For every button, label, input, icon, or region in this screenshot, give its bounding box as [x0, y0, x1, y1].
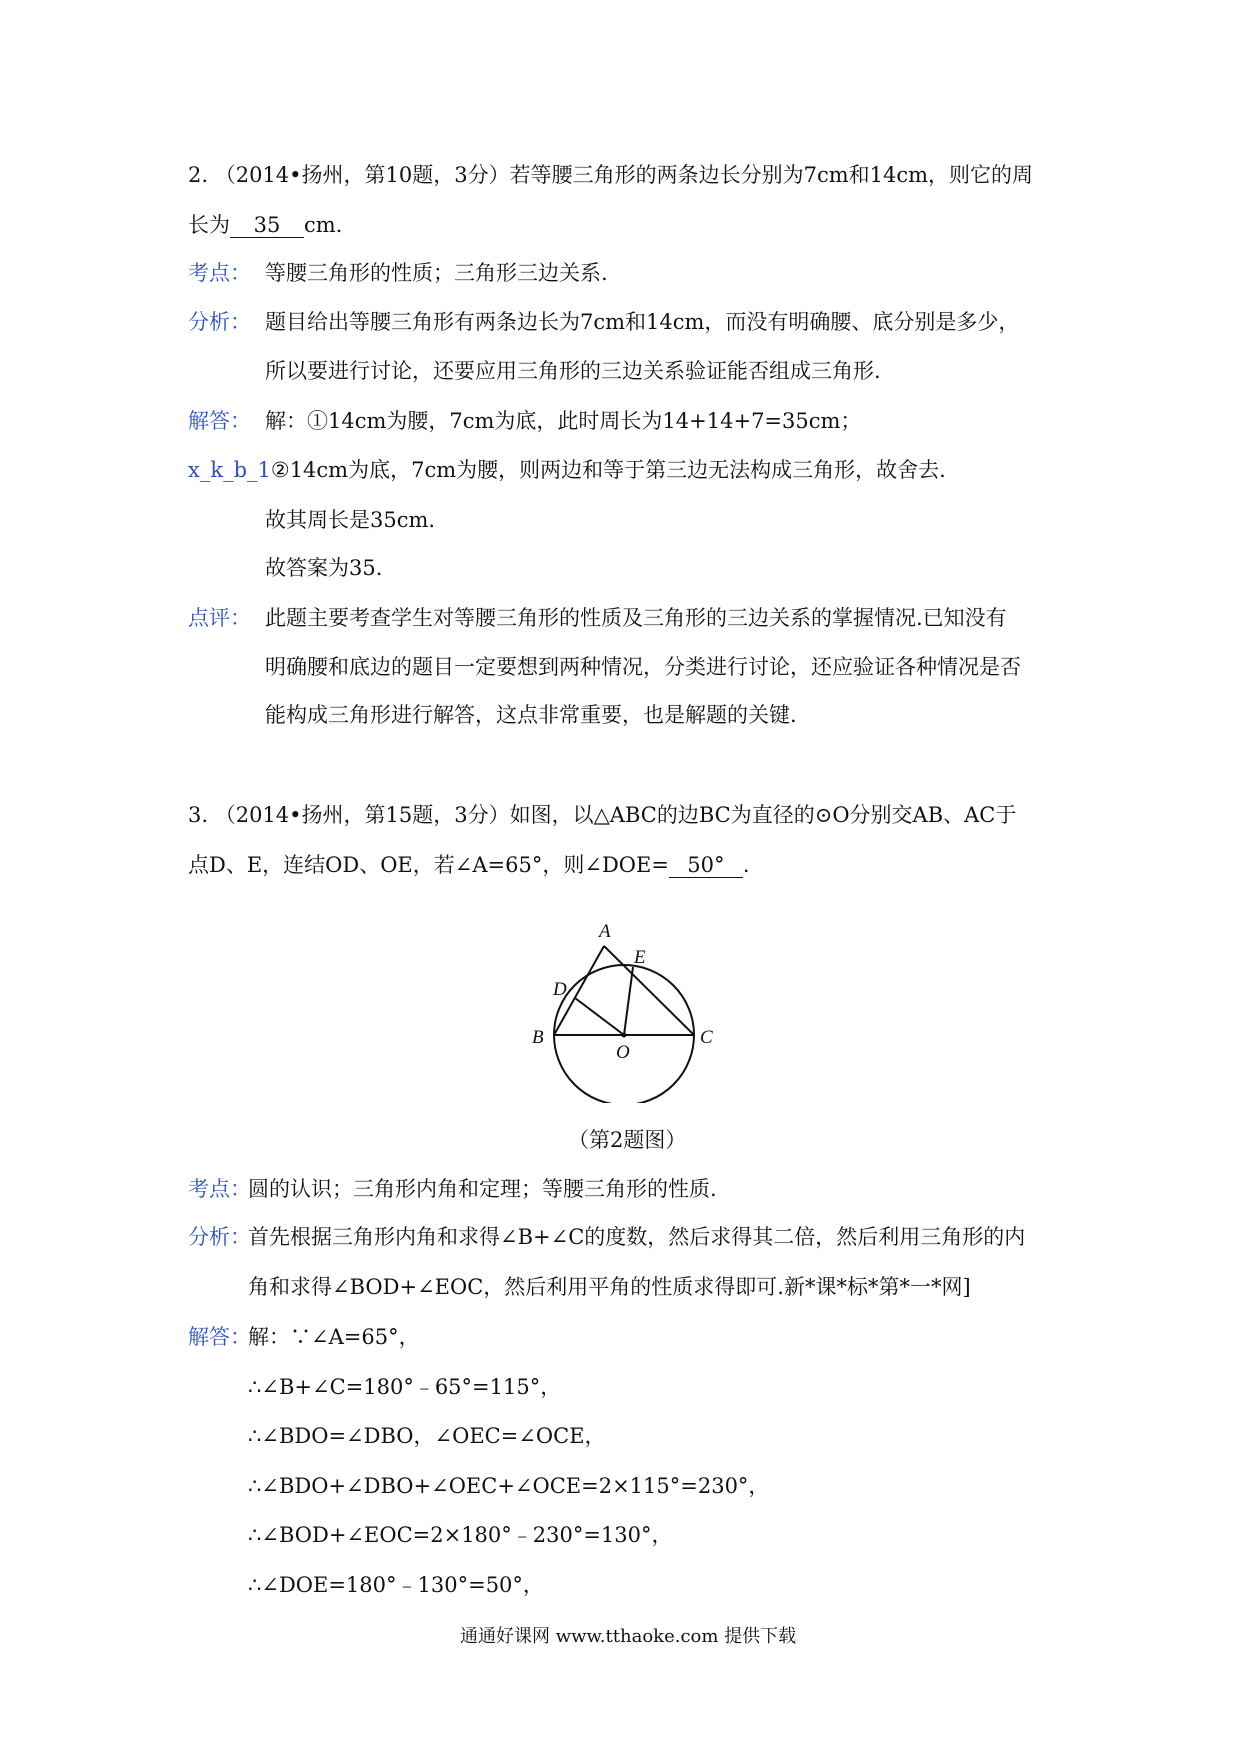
q3-fenxi-line2: 角和求得∠BOD+∠EOC，然后利用平角的性质求得即可.新*课*标*第*一*网] [248, 1275, 971, 1299]
q2-jieda-line4: 故答案为35. [265, 556, 383, 580]
q2-fenxi-line2: 所以要进行讨论，还要应用三角形的三边关系验证能否组成三角形. [265, 359, 881, 383]
q2-dianping-line2: 明确腰和底边的题目一定要想到两种情况，分类进行讨论，还应验证各种情况是否 [265, 655, 1021, 679]
label-o: O [616, 1042, 630, 1063]
q2-fenxi-label: 分析： [188, 310, 251, 334]
q2-dianping-line1: 此题主要考查学生对等腰三角形的性质及三角形的三边关系的掌握情况.已知没有 [265, 606, 1007, 630]
q3-jieda-line3: ∴∠BDO=∠DBO，∠OEC=∠OCE， [248, 1424, 606, 1448]
q2-stem-line2 [188, 210, 342, 240]
q2-fenxi-line1: 题目给出等腰三角形有两条边长为7cm和14cm，而没有明确腰、底分别是多少， [265, 310, 1020, 334]
q3-kaodian: 圆的认识；三角形内角和定理；等腰三角形的性质. [248, 1177, 717, 1201]
q3-stem-suffix: . [742, 853, 750, 877]
q3-jieda-line4: ∴∠BDO+∠DBO+∠OEC+∠OCE=2×115°=230°， [248, 1474, 770, 1498]
q2-dianping-line3: 能构成三角形进行解答，这点非常重要，也是解题的关键. [265, 703, 797, 727]
label-e: E [634, 947, 646, 968]
q2-jieda-line3: 故其周长是35cm. [265, 508, 436, 532]
q2-answer-blank: 35 [230, 213, 304, 238]
q2-jieda-label: 解答： [188, 409, 251, 433]
center-point [622, 1033, 627, 1038]
q2-stem-prefix: 长为 [188, 213, 230, 237]
segment-ac [604, 946, 694, 1035]
q3-jieda-line5: ∴∠BOD+∠EOC=2×180°﹣230°=130°， [248, 1523, 673, 1547]
q2-stem-suffix: cm. [304, 213, 343, 237]
q3-jieda-label: 解答： [188, 1325, 251, 1349]
q3-stem-prefix: 点D、E，连结OD、OE，若∠A=65°，则∠DOE= [188, 853, 669, 877]
watermark-link[interactable]: x_k_b_1 [188, 458, 271, 482]
q2-kaodian-label: 考点： [188, 261, 251, 285]
label-a: A [599, 921, 611, 942]
q2-jieda-line1: 解：①14cm为腰，7cm为底，此时周长为14+14+7=35cm； [265, 409, 862, 433]
figure-caption: （第2题图） [568, 1128, 687, 1152]
q3-stem-line2 [188, 850, 750, 880]
label-b: B [532, 1027, 544, 1048]
q3-fenxi-line1: 首先根据三角形内角和求得∠B+∠C的度数，然后求得其二倍，然后利用三角形的内 [248, 1225, 1026, 1249]
q2-dianping-label: 点评： [188, 606, 251, 630]
segment-oe [624, 967, 633, 1035]
q2-jieda-line2: ②14cm为底，7cm为腰，则两边和等于第三边无法构成三角形，故舍去. [270, 458, 946, 482]
q3-stem-line1: 3. （2014•扬州，第15题，3分）如图，以△ABC的边BC为直径的⊙O分别交AB、AC于 [188, 803, 1017, 827]
page-footer: 通通好课网 www.tthaoke.com 提供下载 [460, 1626, 797, 1647]
q3-answer-blank: 50° [669, 853, 743, 878]
label-c: C [700, 1027, 713, 1048]
q3-kaodian-label: 考点： [188, 1177, 251, 1201]
geometry-figure [520, 888, 730, 1103]
q3-jieda-line1: 解：∵∠A=65°， [248, 1325, 420, 1349]
q3-fenxi-label: 分析： [188, 1225, 251, 1249]
segment-od [575, 998, 624, 1035]
q2-kaodian: 等腰三角形的性质；三角形三边关系. [265, 261, 608, 285]
q3-jieda-line2: ∴∠B+∠C=180°﹣65°=115°， [248, 1375, 562, 1399]
q3-jieda-line6: ∴∠DOE=180°﹣130°=50°， [248, 1573, 544, 1597]
q2-jieda-line2-row [188, 455, 946, 485]
q2-stem-line1: 2. （2014•扬州，第10题，3分）若等腰三角形的两条边长分别为7cm和14cm，则它的周 [188, 163, 1034, 187]
label-d: D [553, 979, 567, 1000]
